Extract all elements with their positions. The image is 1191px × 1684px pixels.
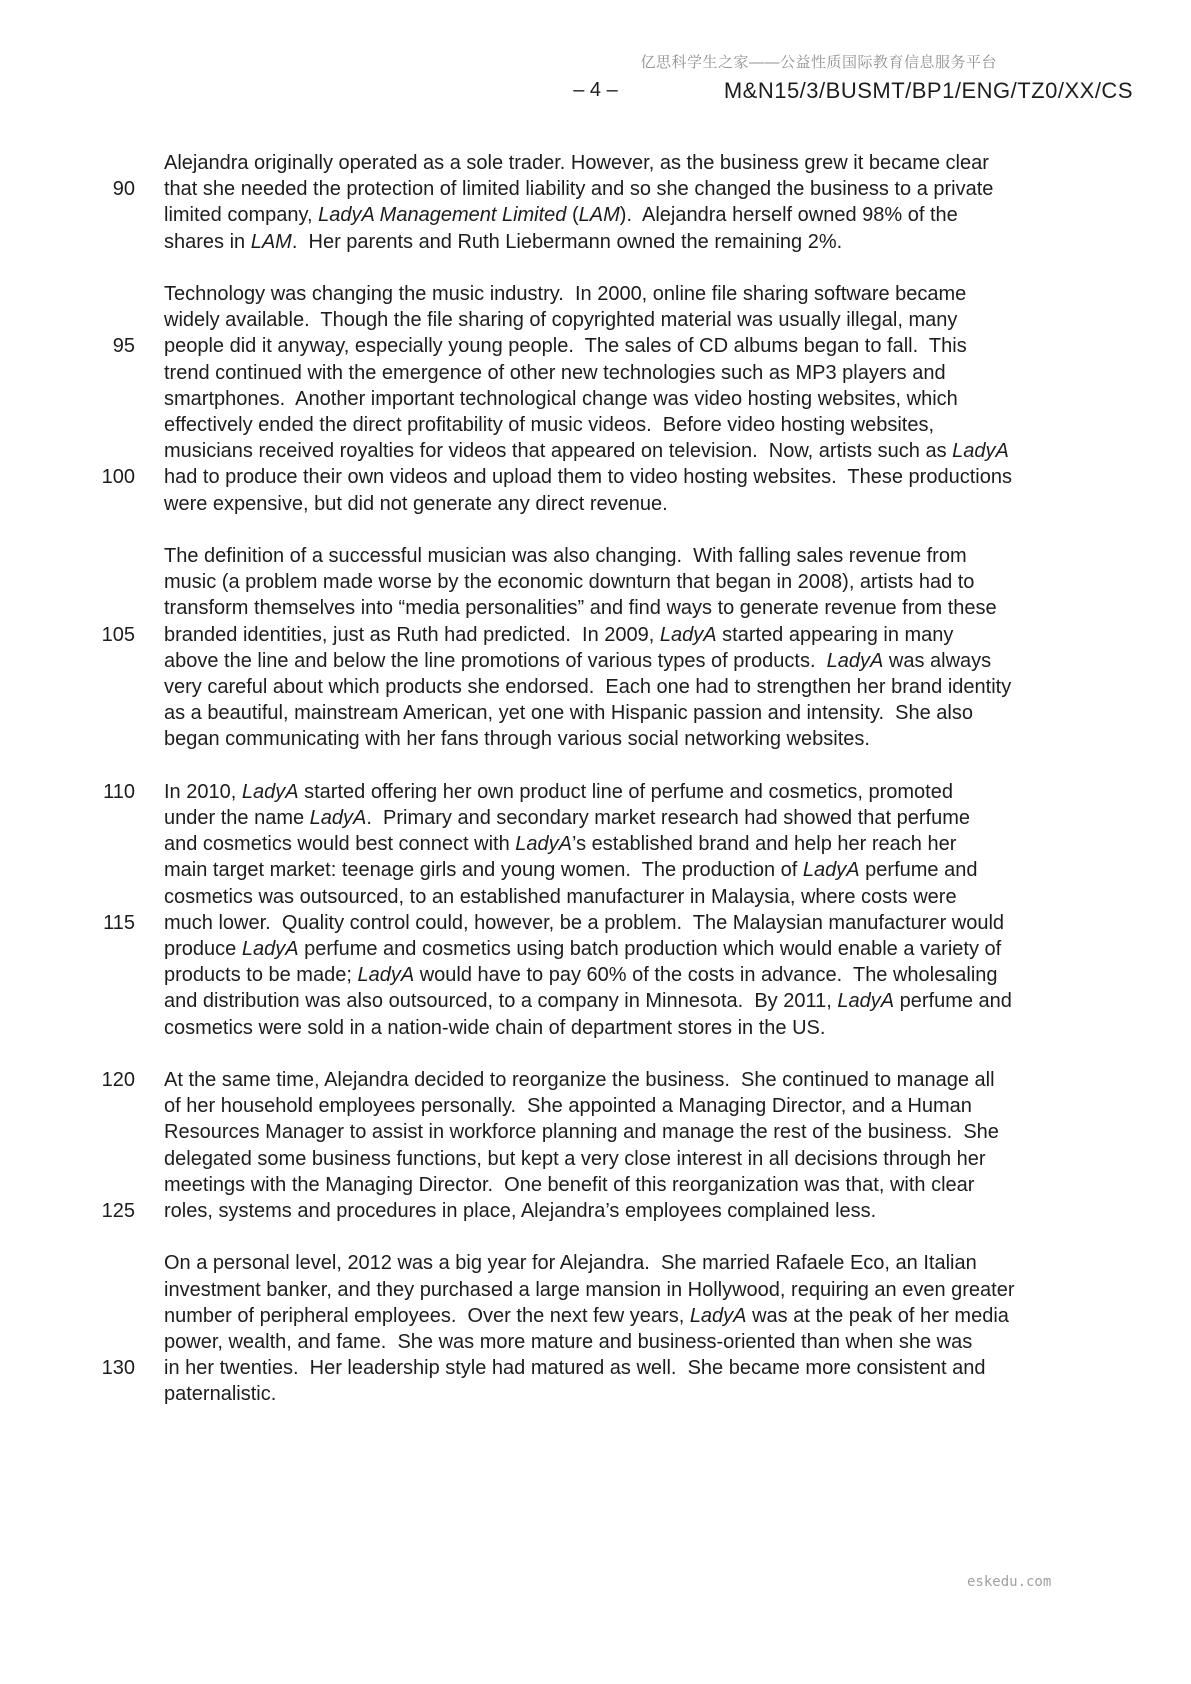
line-text: Resources Manager to assist in workforce planning and manage the rest of the business. She <box>164 1121 999 1144</box>
text-line <box>101 464 1154 490</box>
text-line <box>164 595 1154 621</box>
text-line <box>164 438 1154 464</box>
italic-text: LadyA <box>241 938 299 961</box>
line-text: had to produce their own videos and upload them to video hosting websites. These productions <box>164 466 1012 489</box>
line-text: roles, systems and procedures in place, Alejandra’s employees complained less. <box>164 1200 877 1223</box>
line-text: shares in LAM. Her parents and Ruth Liebermann owned the remaining 2%. <box>164 230 843 253</box>
text-line <box>164 1277 1154 1303</box>
text-line <box>164 543 1154 569</box>
line-text: delegated some business functions, but kept a very close interest in all decisions through her <box>164 1147 986 1170</box>
paragraph <box>103 779 1154 1041</box>
line-text: branded identities, just as Ruth had predicted. In 2009, LadyA started appearing in many <box>164 623 954 646</box>
paragraph <box>112 150 1154 255</box>
text-line <box>164 360 1154 386</box>
text-line <box>164 726 1154 752</box>
text-line <box>164 569 1154 595</box>
line-text: widely available. Though the file sharing of copyrighted material was usually illegal, many <box>164 309 958 332</box>
paragraph <box>101 1250 1154 1407</box>
text-line <box>164 1250 1154 1276</box>
text-line <box>164 150 1154 176</box>
line-text: power, wealth, and fame. She was more mature and business-oriented than when she was <box>164 1331 973 1354</box>
line-text: began communicating with her fans through various social networking websites. <box>164 728 870 751</box>
text-line <box>112 333 1154 359</box>
line-text: At the same time, Alejandra decided to reorganize the business. She continued to manage all <box>164 1069 995 1092</box>
text-line <box>164 988 1154 1014</box>
line-text: in her twenties. Her leadership style had matured as well. She became more consistent and <box>164 1357 986 1380</box>
line-number: 120 <box>101 1069 135 1092</box>
line-number: 105 <box>101 623 135 646</box>
text-line <box>164 1172 1154 1198</box>
italic-text: LAM <box>578 204 620 227</box>
text-line <box>164 1093 1154 1119</box>
line-text: The definition of a successful musician was also changing. With falling sales revenue from <box>164 545 967 568</box>
line-text: of her household employees personally. She appointed a Managing Director, and a Human <box>164 1095 972 1118</box>
line-text: number of peripheral employees. Over the next few years, LadyA was at the peak of her media <box>164 1304 1009 1327</box>
italic-text: LadyA <box>241 780 299 803</box>
line-text: investment banker, and they purchased a large mansion in Hollywood, requiring an even greater <box>164 1278 1015 1301</box>
text-line <box>164 805 1154 831</box>
line-text: music (a problem made worse by the economic downturn that began in 2008), artists had to <box>164 571 975 594</box>
text-line <box>164 229 1154 255</box>
paragraph <box>101 543 1154 753</box>
text-line <box>164 1146 1154 1172</box>
italic-text: LadyA Management Limited <box>318 204 567 227</box>
text-line <box>164 281 1154 307</box>
text-line <box>103 779 1154 805</box>
line-text: as a beautiful, mainstream American, yet one with Hispanic passion and intensity. She also <box>164 702 973 725</box>
line-text: products to be made; LadyA would have to pay 60% of the costs in advance. The wholesaling <box>164 964 998 987</box>
text-line <box>164 674 1154 700</box>
line-text: smartphones. Another important technological change was video hosting websites, which <box>164 387 958 410</box>
italic-text: LadyA <box>659 623 717 646</box>
exam-code: M&N15/3/BUSMT/BP1/ENG/TZ0/XX/CS <box>723 78 1133 103</box>
italic-text: LadyA <box>689 1304 747 1327</box>
line-text: cosmetics were sold in a nation-wide chain of department stores in the US. <box>164 1016 826 1039</box>
text-line <box>101 1198 1154 1224</box>
paragraph <box>101 1067 1154 1224</box>
text-line <box>164 1119 1154 1145</box>
line-text: Alejandra originally operated as a sole trader. However, as the business grew it became clear <box>164 152 989 174</box>
line-text: very careful about which products she endorsed. Each one had to strengthen her brand identity <box>164 676 1012 699</box>
line-text: produce LadyA perfume and cosmetics using batch production which would enable a variety of <box>164 938 1002 961</box>
line-number: 90 <box>112 178 135 201</box>
text-line <box>101 1355 1154 1381</box>
line-text: people did it anyway, especially young people. The sales of CD albums began to fall. This <box>164 335 967 358</box>
line-text: Technology was changing the music industry. In 2000, online file sharing software became <box>164 283 967 305</box>
text-line <box>164 884 1154 910</box>
text-line <box>164 648 1154 674</box>
text-line <box>164 1015 1154 1041</box>
line-text: were expensive, but did not generate any direct revenue. <box>164 492 668 515</box>
text-line <box>164 202 1154 228</box>
line-text: cosmetics was outsourced, to an established manufacturer in Malaysia, where costs were <box>164 885 957 908</box>
italic-text: LadyA <box>357 964 415 987</box>
line-text: and distribution was also outsourced, to a company in Minnesota. By 2011, LadyA perfume and <box>164 990 1012 1013</box>
text-line <box>164 1329 1154 1355</box>
line-text: limited company, LadyA Management Limited (LAM). Alejandra herself owned 98% of the <box>164 204 958 227</box>
case-study-text <box>101 150 1154 1434</box>
line-text: and cosmetics would best connect with LadyA’s established brand and help her reach her <box>164 833 957 856</box>
line-number: 110 <box>103 780 135 803</box>
line-text: paternalistic. <box>164 1383 277 1406</box>
text-line <box>164 1381 1154 1407</box>
italic-text: LadyA <box>837 990 895 1013</box>
italic-text: LadyA <box>309 807 367 830</box>
text-line <box>164 1303 1154 1329</box>
text-line <box>164 700 1154 726</box>
line-text: main target market: teenage girls and young women. The production of LadyA perfume and <box>164 859 978 882</box>
line-number: 130 <box>101 1357 135 1380</box>
line-text: On a personal level, 2012 was a big year for Alejandra. She married Rafaele Eco, an Italian <box>164 1252 977 1275</box>
line-text: musicians received royalties for videos that appeared on television. Now, artists such as LadyA <box>164 440 1009 463</box>
line-text: much lower. Quality control could, however, be a problem. The Malaysian manufacturer would <box>164 911 1005 934</box>
line-text: transform themselves into “media personalities” and find ways to generate revenue from these <box>164 597 997 620</box>
text-line <box>164 857 1154 883</box>
italic-text: LadyA <box>826 649 884 672</box>
footer-watermark: eskedu.com <box>967 1574 1052 1590</box>
text-line <box>112 176 1154 202</box>
line-text: In 2010, LadyA started offering her own product line of perfume and cosmetics, promoted <box>164 780 953 803</box>
platform-watermark-text: 亿思科学生之家——公益性质国际教育信息服务平台 <box>640 54 997 71</box>
italic-text: LadyA <box>952 440 1009 463</box>
paragraph <box>101 281 1154 517</box>
line-text: trend continued with the emergence of other new technologies such as MP3 players and <box>164 361 946 384</box>
text-line <box>164 386 1154 412</box>
text-line <box>101 622 1154 648</box>
text-line <box>164 491 1154 517</box>
text-line <box>101 1067 1154 1093</box>
line-number: 125 <box>101 1200 135 1223</box>
text-line <box>164 962 1154 988</box>
italic-text: LadyA <box>515 833 573 856</box>
text-line <box>164 412 1154 438</box>
text-line <box>103 910 1154 936</box>
line-number: 95 <box>112 335 135 358</box>
text-line <box>164 307 1154 333</box>
line-text: under the name LadyA. Primary and secondary market research had showed that perfume <box>164 807 970 830</box>
italic-text: LAM <box>250 230 292 253</box>
line-text: above the line and below the line promotions of various types of products. LadyA was always <box>164 649 992 672</box>
text-line <box>164 831 1154 857</box>
italic-text: LadyA <box>802 859 860 882</box>
line-text: effectively ended the direct profitability of music videos. Before video hosting websites, <box>164 414 935 437</box>
line-text: that she needed the protection of limited liability and so she changed the business to a private <box>164 178 994 201</box>
line-text: meetings with the Managing Director. One benefit of this reorganization was that, with clear <box>164 1173 975 1196</box>
line-number: 100 <box>101 466 135 489</box>
text-line <box>164 936 1154 962</box>
page-number: – 4 – <box>573 79 618 101</box>
line-number: 115 <box>103 911 135 934</box>
